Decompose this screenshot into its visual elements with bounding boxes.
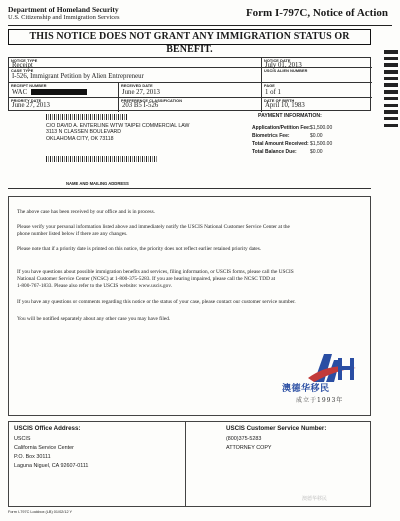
payment-value: $0.00 — [310, 133, 323, 139]
address-line-1: C/O DAVID A. ENTERLINE WTW TAIPEI COMMERCIAL LAW — [46, 123, 190, 129]
side-tab-markers — [384, 50, 398, 130]
redaction-bar — [31, 89, 87, 95]
agency-name: U.S. Citizenship and Immigration Services — [8, 14, 120, 21]
notice-type-value: Receipt — [12, 62, 33, 69]
payment-label: Application/Petition Fee: — [252, 125, 311, 131]
postal-barcode-bottom — [46, 156, 158, 162]
header-divider — [8, 25, 392, 26]
case-type-label: CASE TYPE — [11, 69, 34, 73]
receipt-number-value: WAC — [12, 89, 28, 96]
preference-classification-value: 203 B5 I-526 — [122, 102, 159, 109]
address-line-2: 3113 N CLASSEN BOULEVARD — [46, 129, 122, 136]
customer-service-phone: (800)375-5283 — [226, 436, 262, 442]
notice-banner: THIS NOTICE DOES NOT GRANT ANY IMMIGRATION STATUS OR BENEFIT. — [8, 29, 371, 45]
customer-service-title: USCIS Customer Service Number: — [226, 425, 327, 432]
body-paragraph: The above case has been received by our office and is in process. — [17, 209, 156, 215]
date-of-birth-value: April 10, 1983 — [265, 102, 305, 109]
priority-date-cell — [9, 98, 119, 112]
office-address-line: California Service Center — [14, 445, 74, 451]
notice-date-value: July 01, 2013 — [265, 62, 302, 69]
notice-date-label: NOTICE DATE — [264, 59, 291, 63]
notice-type-cell — [9, 58, 262, 68]
date-of-birth-cell — [262, 98, 372, 112]
logo-chinese-name: 澳德华移民 — [282, 384, 330, 394]
form-title: Form I-797C, Notice of Action — [245, 7, 388, 19]
header-agency-block — [8, 6, 120, 22]
body-paragraph: phone number listed below if there are any changes. — [17, 231, 128, 237]
address-line-3: OKLAHOMA CITY, OK 73118 — [46, 135, 114, 142]
name-divider — [8, 188, 371, 189]
receipt-number-label: RECEIPT NUMBER — [11, 84, 47, 88]
priority-date-value: June 27, 2013 — [12, 102, 50, 109]
payment-label: Total Balance Due: — [252, 149, 297, 155]
notice-type-label: NOTICE TYPE — [11, 59, 38, 63]
customer-service-box — [186, 421, 371, 507]
watermark-text: 澳德华移民 — [302, 496, 328, 502]
office-address-line: USCIS — [14, 436, 31, 442]
body-paragraph: You will be notified separately about any other case you may have filed. — [17, 316, 171, 322]
body-paragraph: Please note that if a priority date is printed on this notice, the priority does not reflect earlier retained priority dates. — [17, 246, 262, 252]
name-and-mailing-label: NAME AND MAILING ADDRESS — [66, 181, 129, 186]
payment-value: $1,500.00 — [310, 141, 333, 147]
body-paragraph: If you have questions about possible immigration benefits and services, filing information, or USCIS forms, please call the USCIS — [17, 269, 294, 275]
alien-number-label: USCIS ALIEN NUMBER — [264, 69, 308, 73]
case-info-grid — [8, 57, 371, 111]
received-date-value: June 27, 2013 — [122, 89, 160, 96]
office-address-title: USCIS Office Address: — [14, 425, 81, 432]
body-paragraph: National Customer Service Center (NCSC) at 1-800-375-5283. If you are hearing impaired, please call the NCSC TDD at — [17, 276, 276, 282]
postal-barcode-top — [46, 114, 128, 120]
page-value: 1 of 1 — [265, 89, 281, 96]
date-of-birth-label: DATE OF BIRTH — [264, 99, 295, 103]
page-label: PAGE — [264, 84, 275, 88]
body-paragraph: Please verify your personal information listed above and immediately notify the USCIS National Customer Service Center at the — [17, 224, 290, 230]
body-paragraph: If you have any questions or comments regarding this notice or the status of your case, please contact our customer service number. — [17, 299, 296, 305]
case-type-cell — [9, 68, 262, 83]
payment-value: $0.00 — [310, 149, 323, 155]
body-paragraph: 1-800-767-1833. Please also refer to the USCIS website: www.uscis.gov. — [17, 283, 172, 289]
alien-number-cell — [262, 68, 372, 83]
department-name: Department of Homeland Security — [8, 5, 119, 14]
payment-title: PAYMENT INFORMATION: — [258, 113, 322, 119]
notice-date-cell — [262, 58, 372, 68]
office-address-line: P.O. Box 30111 — [14, 454, 51, 460]
office-address-box — [8, 421, 186, 507]
mailing-address — [46, 123, 189, 142]
page-cell — [262, 83, 372, 98]
receipt-number-cell — [9, 83, 119, 98]
received-date-cell — [119, 83, 262, 98]
received-date-label: RECEIVED DATE — [121, 84, 153, 88]
case-type-value: I-526, Immigrant Petition by Alien Entrepreneur — [12, 73, 144, 80]
payment-value: $1,500.00 — [310, 125, 333, 131]
preference-classification-label: PREFERENCE CLASSIFICATION — [121, 99, 183, 103]
form-footer: Form I-797C Lockbox (LB) 01/02/12 Y — [8, 510, 73, 514]
office-address-line: Laguna Niguel, CA 92607-0111 — [14, 463, 89, 469]
preference-classification-cell — [119, 98, 262, 112]
attorney-copy-label: ATTORNEY COPY — [226, 445, 272, 451]
payment-label: Biometrics Fee: — [252, 133, 290, 139]
logo-founded-text: 成立于1993年 — [296, 397, 344, 404]
payment-label: Total Amount Received: — [252, 141, 309, 147]
priority-date-label: PRIORITY DATE — [11, 99, 42, 103]
